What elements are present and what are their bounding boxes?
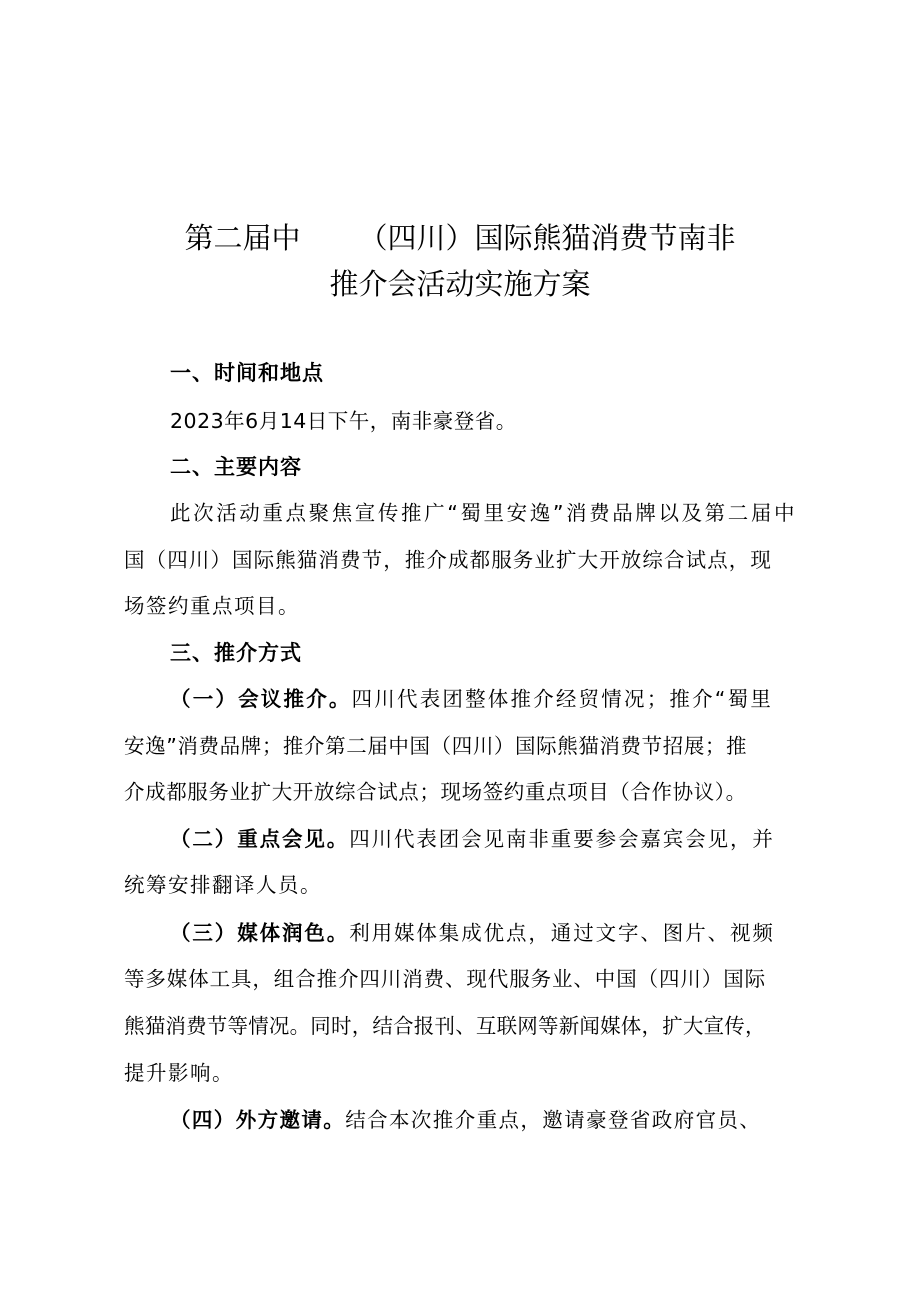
section-2-heading: 二、主要内容 [170, 455, 302, 479]
section-3-heading: 三、推介方式 [170, 641, 302, 665]
item-4-first-line [170, 1105, 814, 1135]
item-3-label: （三）媒体润色。 [170, 921, 350, 945]
section-2-line-1: 此次活动重点聚焦宣传推广“蜀里安逸”消费品牌以及第二届中 [170, 501, 798, 525]
title-part-1: 第二届中 [184, 221, 301, 255]
item-3-line-4: 提升影响。 [124, 1061, 234, 1085]
item-1-line-2: 安逸”消费品牌；推介第二届中国（四川）国际熊猫消费节招展；推 [124, 734, 748, 758]
item-2-first-line [170, 824, 814, 854]
item-3-first-line [170, 918, 814, 948]
item-2-line-2: 统筹安排翻译人员。 [124, 873, 322, 897]
item-4-label: （四）外方邀请。 [170, 1108, 346, 1132]
section-2-line-3: 场签约重点项目。 [124, 594, 300, 618]
item-3-line-3: 熊猫消费节等情况。同时，结合报刊、互联网等新闻媒体，扩大宣传， [124, 1014, 766, 1038]
section-1-body: 2023年6月14日下午，南非豪登省。 [170, 409, 517, 433]
title-part-2: （四川）国际熊猫消费节南非 [358, 221, 736, 255]
section-1-heading: 一、时间和地点 [170, 361, 324, 385]
document-title-line-2: 推介会活动实施方案 [329, 267, 591, 301]
document-title-line-1 [0, 218, 920, 258]
item-2-first-text: 四川代表团会见南非重要参会嘉宾会见，并 [349, 827, 775, 851]
item-4-first-text: 结合本次推介重点，邀请豪登省政府官员、 [345, 1108, 762, 1132]
item-3-line-2: 等多媒体工具，组合推介四川消费、现代服务业、中国（四川）国际 [124, 967, 766, 991]
item-1-first-line [170, 684, 814, 714]
item-1-label: （一）会议推介。 [170, 687, 352, 711]
item-3-first-text: 利用媒体集成优点，通过文字、图片、视频 [349, 921, 775, 945]
section-2-line-2: 国（四川）国际熊猫消费节，推介成都服务业扩大开放综合试点，现 [124, 548, 772, 572]
item-2-label: （二）重点会见。 [170, 827, 350, 851]
item-1-first-text: 四川代表团整体推介经贸情况；推介“蜀里 [351, 687, 774, 711]
item-1-line-3: 介成都服务业扩大开放综合试点；现场签约重点项目（合作协议）。 [124, 780, 747, 804]
